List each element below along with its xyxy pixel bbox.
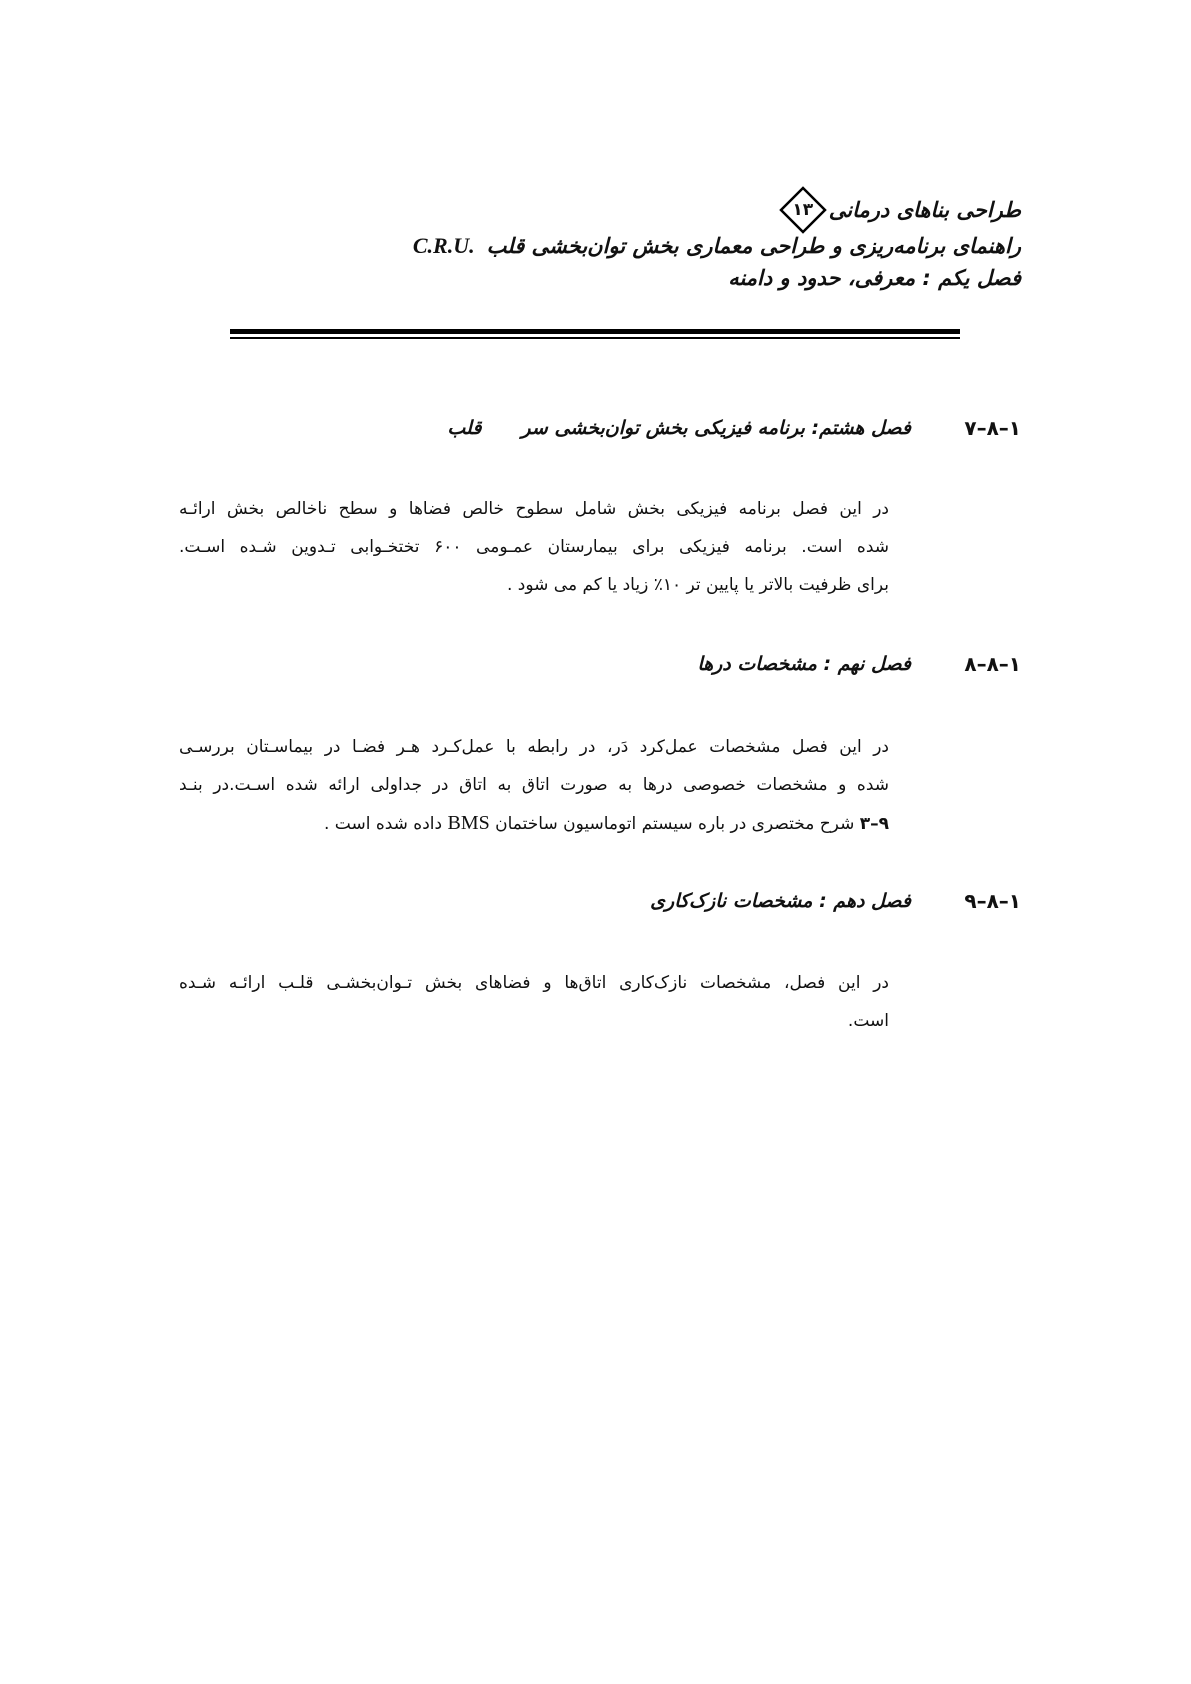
page-number-diamond — [779, 186, 827, 234]
paragraph-line: برای ظرفیت بالاتر یا پایین تر ۱۰٪ زیاد یا کم می شود . — [507, 575, 889, 595]
section-heading — [241, 646, 1021, 682]
paragraph-line: در این فصل، مشخصات نازک‌کاری اتاق‌ها و فضاهای بخش تـوان‌بخشـی قلـب ارائـه شـده — [179, 973, 889, 993]
running-header — [201, 186, 1021, 294]
paragraph-line: است. — [847, 1011, 889, 1031]
bms-abbrev: BMS — [447, 812, 490, 834]
header-chapter-title: فصل یکم : معرفی، حدود و دامنه — [728, 266, 1021, 290]
section-number: ۱–۸–۹ — [964, 889, 1021, 913]
header-latin-abbrev: C.R.U. — [412, 233, 475, 258]
section-title: فصل دهم : مشخصات نازک‌کاری — [650, 890, 911, 912]
header-rule-thin — [230, 337, 960, 339]
paragraph-line: شده و مشخصات خصوصی درها به صورت اتاق به اتاق در جداولی ارائه شده اسـت.در بنـد — [179, 775, 889, 795]
paragraph-text-b: داده شده است . — [323, 814, 443, 834]
header-book-title: طراحی بناهای درمانی — [828, 198, 1021, 222]
header-rule-thick — [230, 329, 960, 334]
section-paragraph — [179, 964, 889, 1040]
paragraph-line: شده است. برنامه فیزیکی برای بیمارستان عمـومی ۶۰۰ تختخـوابی تـدوین شـده اسـت. — [179, 537, 889, 557]
clause-reference: ۹–۳ — [859, 814, 889, 834]
header-line-1 — [201, 186, 1021, 234]
section-title-tail: قلب — [447, 417, 482, 439]
section-title: فصل هشتم: برنامه فیزیکی بخش توان‌بخشی سر — [521, 417, 911, 439]
header-line-2 — [201, 230, 1021, 262]
paragraph-line: در این فصل برنامه فیزیکی بخش شامل سطوح خالص فضاها و سطح ناخالص بخش ارائـه — [179, 499, 889, 519]
header-guide-title: راهنمای برنامه‌ریزی و طراحی معماری بخش توان‌بخشی قلب — [486, 234, 1021, 258]
section-number: ۱–۸–۸ — [964, 652, 1021, 676]
section-heading — [241, 410, 1021, 446]
paragraph-line: در این فصل مشخصات عمل‌کرد دَر، در رابطه با عمل‌کـرد هـر فضـا در بیماسـتان بررسـی — [179, 737, 889, 757]
section-title: فصل نهم : مشخصات درها — [697, 653, 911, 675]
section-paragraph — [179, 490, 889, 604]
section-heading — [241, 883, 1021, 919]
header-line-3 — [201, 262, 1021, 294]
section-paragraph — [179, 728, 889, 843]
paragraph-text-a: شرح مختصری در باره سیستم اتوماسیون ساختمان — [495, 814, 855, 834]
page-number: ۱۳ — [792, 200, 814, 220]
section-number: ۱–۸–۷ — [964, 416, 1021, 440]
paragraph-line — [179, 804, 889, 843]
